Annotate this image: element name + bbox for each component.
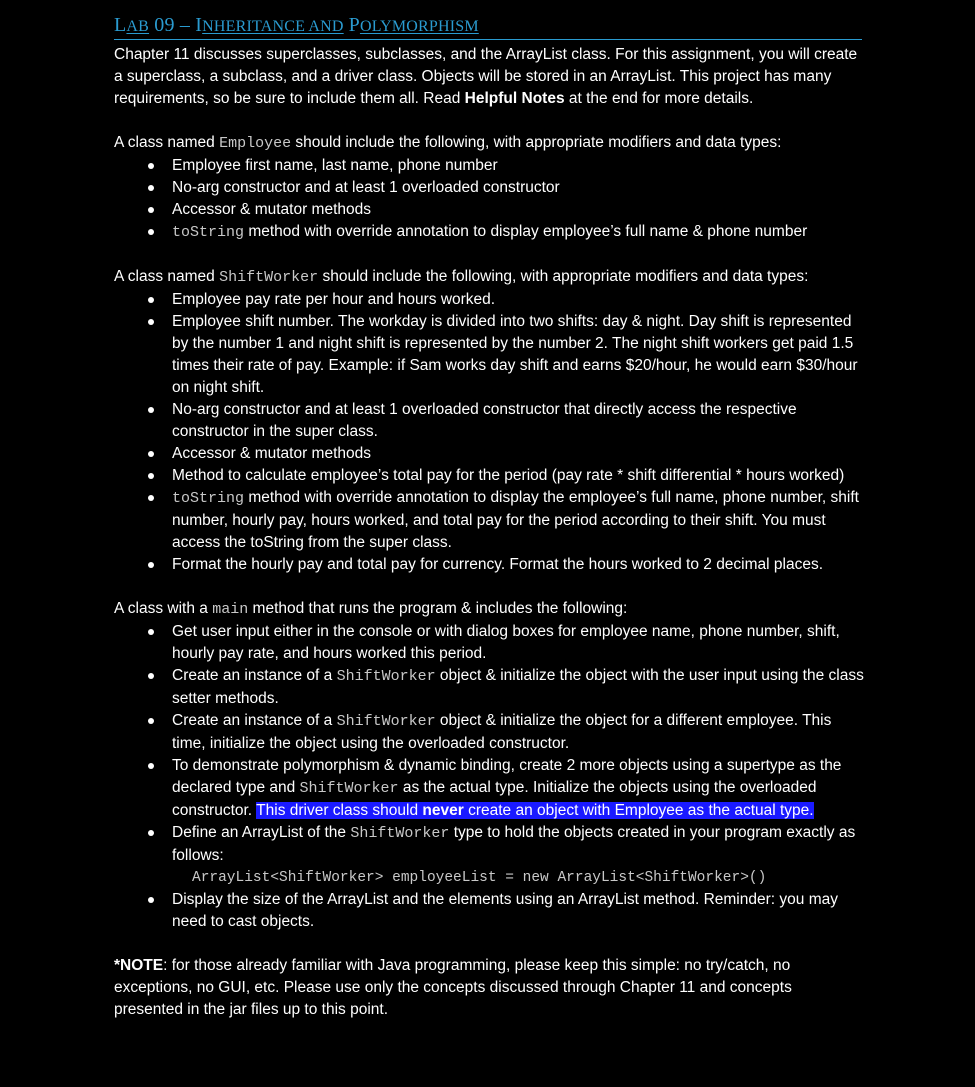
list-item: To demonstrate polymorphism & dynamic binding, create 2 more objects using a supertype as the declared type and ShiftWorker as the actual type. Initialize the objects using the overloaded constructor. This driver class should never create an object with Employee as the actual type. — [172, 755, 864, 822]
list-item: Accessor & mutator methods — [172, 443, 864, 465]
list-item: Display the size of the ArrayList and the elements using an ArrayList method. Reminder: you may need to cast objects. — [172, 889, 864, 933]
list-item: Method to calculate employee’s total pay for the period (pay rate * shift differential * hours worked) — [172, 465, 864, 487]
employee-list — [114, 155, 864, 244]
shiftworker-heading: A class named ShiftWorker should include the following, with appropriate modifiers and data types: — [114, 268, 809, 286]
code-line: ArrayList<ShiftWorker> employeeList = new ArrayList<ShiftWorker>() — [192, 870, 767, 886]
main-heading: A class with a main method that runs the program & includes the following: — [114, 600, 628, 618]
note-paragraph: *NOTE: for those already familiar with Java programming, please keep this simple: no try/catch, no exceptions, no GUI, etc. Please use only the concepts discussed through Chapter 11 and concepts presented in the jar files up to this point. — [114, 957, 792, 1018]
highlighted-text: This driver class should never create an object with Employee as the actual type. — [256, 802, 814, 819]
document-title: LAB 09 – INHERITANCE AND POLYMORPHISM — [114, 14, 862, 40]
list-item: No-arg constructor and at least 1 overloaded constructor that directly access the respective constructor in the super class. — [172, 399, 864, 443]
list-item: toString method with override annotation to display the employee’s full name, phone number, shift number, hourly pay, hours worked, and total pay for the period according to their shift. You must access the toString from the super class. — [172, 487, 864, 554]
list-item: Accessor & mutator methods — [172, 199, 864, 221]
list-item: Define an ArrayList of the ShiftWorker type to hold the objects created in your program exactly as follows: ArrayList<ShiftWorker> employeeList = new ArrayList<ShiftWorker>() — [172, 822, 864, 889]
list-item: Employee pay rate per hour and hours worked. — [172, 289, 864, 311]
list-item: Create an instance of a ShiftWorker object & initialize the object with the user input using the class setter methods. — [172, 665, 864, 710]
list-item: toString method with override annotation to display employee’s full name & phone number — [172, 221, 864, 244]
employee-heading: A class named Employee should include the following, with appropriate modifiers and data types: — [114, 134, 782, 152]
shiftworker-list — [114, 289, 864, 576]
list-item: No-arg constructor and at least 1 overloaded constructor — [172, 177, 864, 199]
list-item: Employee first name, last name, phone number — [172, 155, 864, 177]
list-item: Employee shift number. The workday is divided into two shifts: day & night. Day shift is represented by the number 1 and night shift is represented by the number 2. The night shift workers get paid 1.5 times their rate of pay. Example: if Sam works day shift and earns $20/hour, he would earn $30/hour on night shift. — [172, 311, 864, 399]
main-list — [114, 621, 864, 933]
list-item: Create an instance of a ShiftWorker object & initialize the object for a different employee. This time, initialize the object using the overloaded constructor. — [172, 710, 864, 755]
list-item: Format the hourly pay and total pay for currency. Format the hours worked to 2 decimal places. — [172, 554, 864, 576]
list-item: Get user input either in the console or with dialog boxes for employee name, phone number, shift, hourly pay rate, and hours worked this period. — [172, 621, 864, 665]
intro-paragraph: Chapter 11 discusses superclasses, subclasses, and the ArrayList class. For this assignment, you will create a superclass, a subclass, and a driver class. Objects will be stored in an ArrayList. This project has many requirements, so be sure to include them all. Read Helpful Notes at the end for more details. — [114, 46, 858, 107]
